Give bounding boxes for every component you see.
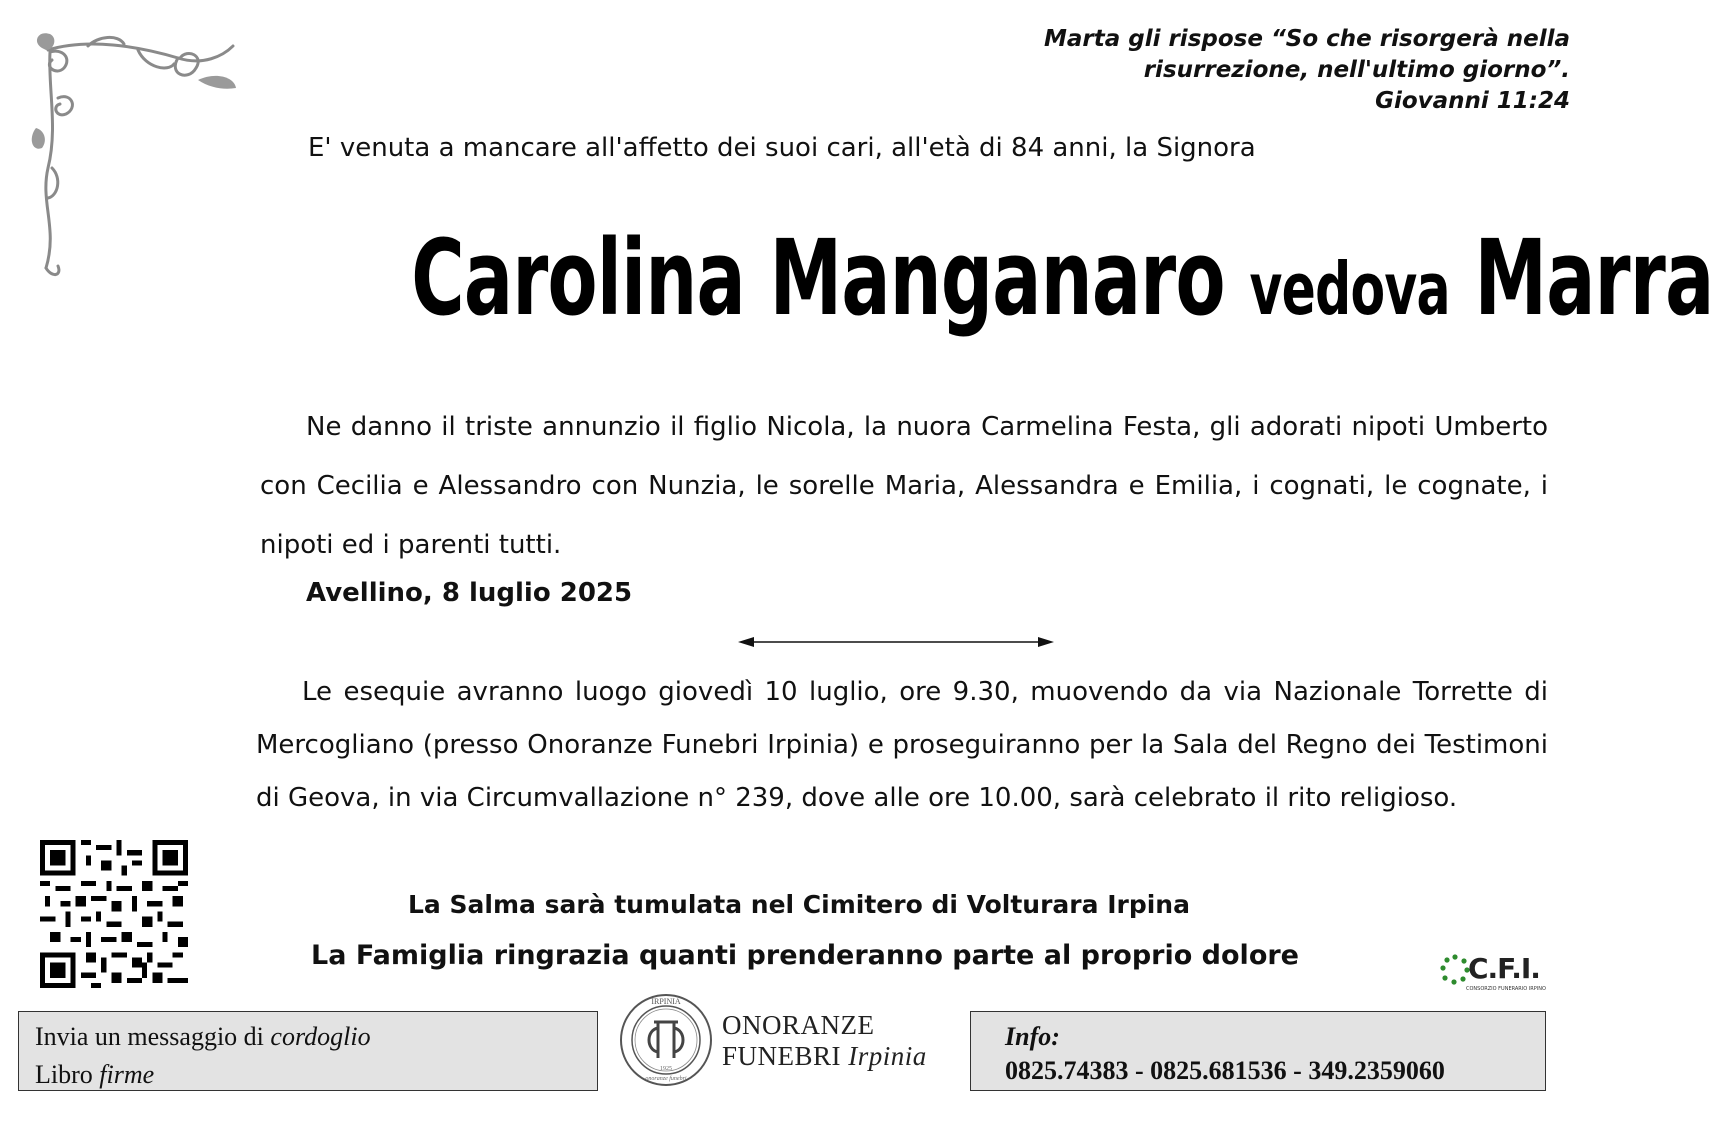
cfi-subtitle: CONSORZIO FUNERARIO IRPINO	[1466, 986, 1546, 992]
info-box	[970, 1011, 1546, 1091]
quote-line-2: risurrezione, nell'ultimo giorno”.	[1143, 57, 1570, 83]
condolence-prefix: Invia un messaggio di	[35, 1022, 264, 1051]
burial-notice: La Salma sarà tumulata nel Cimitero di Volturara Irpina	[408, 890, 1190, 919]
deceased-last-name: Marra	[1474, 217, 1714, 339]
corner-flourish-ornament	[28, 28, 243, 288]
cfi-label: C.F.I.	[1468, 952, 1540, 985]
funeral-home-seal-logo	[618, 992, 714, 1088]
book-prefix: Libro	[35, 1060, 93, 1089]
funeral-paragraph	[256, 666, 1548, 825]
logo-top-text: IRPINIA	[651, 997, 681, 1006]
funeral-home-brand	[722, 1010, 927, 1072]
qr-code[interactable]	[40, 840, 188, 988]
deceased-first-name: Carolina Manganaro	[411, 217, 1225, 339]
guestbook-link[interactable]	[35, 1056, 597, 1094]
phone-numbers[interactable]: 0825.74383 - 0825.681536 - 349.2359060	[1005, 1056, 1445, 1085]
quote-reference: Giovanni 11:24	[1375, 88, 1570, 114]
book-em: firme	[99, 1060, 155, 1089]
deceased-name	[271, 208, 1714, 359]
condolence-link[interactable]	[35, 1018, 597, 1056]
scripture-quote	[930, 24, 1570, 117]
deceased-middle: vedova	[1249, 247, 1450, 331]
announcement-text: Ne danno il triste annunzio il figlio Nicola, la nuora Carmelina Festa, gli adorati nipoti Umberto con Cecilia e Alessandro con Nunzia, le sorelle Maria, Alessandra e Emilia, i cognati, le cognate, i nipoti ed i parenti tutti.	[260, 412, 1548, 560]
family-thanks: La Famiglia ringrazia quanti prenderanno parte al proprio dolore	[311, 940, 1299, 971]
brand-em: Irpinia	[848, 1041, 927, 1071]
funeral-text: Le esequie avranno luogo giovedì 10 luglio, ore 9.30, muovendo da via Nazionale Torrette di Mercogliano (presso Onoranze Funebri Irpinia) e proseguiranno per la Sala del Regno dei Testimoni di Geova, in via Circumvallazione n° 239, dove alle ore 10.00, sarà celebrato il rito religioso.	[256, 677, 1548, 813]
cfi-logo	[1440, 948, 1546, 996]
condolence-box[interactable]	[18, 1011, 598, 1091]
double-arrow-divider	[736, 632, 1056, 652]
brand-line-2	[722, 1041, 927, 1072]
logo-year: 1925	[660, 1066, 672, 1072]
logo-bottom-text: onoranze funebri	[645, 1076, 687, 1082]
brand-line-2-text: FUNEBRI	[722, 1041, 842, 1071]
info-label: Info:	[1005, 1022, 1060, 1051]
announcement-paragraph	[260, 398, 1548, 575]
quote-line-1: Marta gli rispose “So che risorgerà nella	[1043, 26, 1570, 52]
place-date: Avellino, 8 luglio 2025	[306, 578, 633, 608]
cfi-dots-icon	[1440, 954, 1470, 984]
condolence-em: cordoglio	[270, 1022, 371, 1051]
intro-text: E' venuta a mancare all'affetto dei suoi cari, all'età di 84 anni, la Signora	[308, 133, 1256, 163]
brand-line-1: ONORANZE	[722, 1010, 875, 1040]
